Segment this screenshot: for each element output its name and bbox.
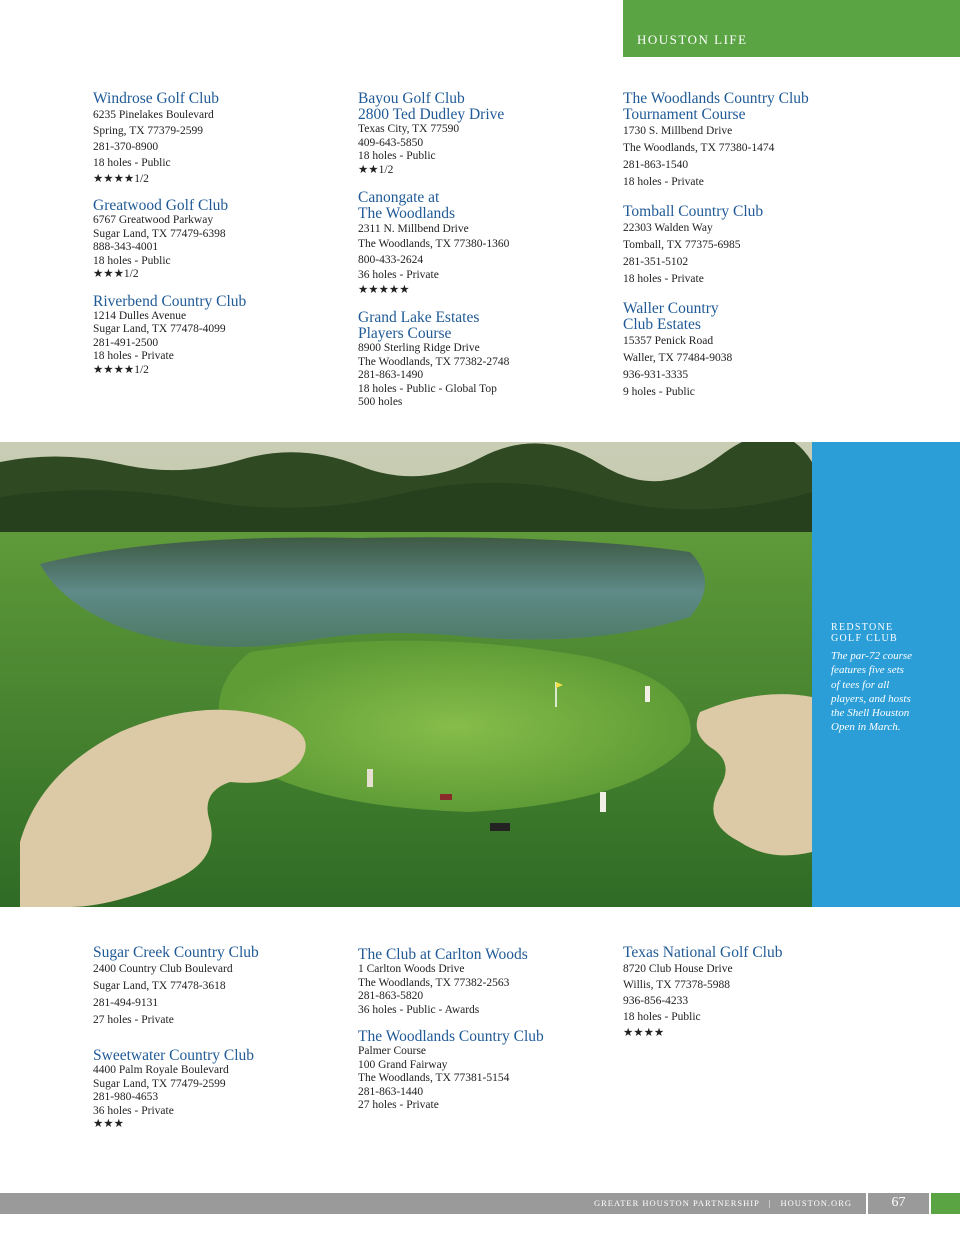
golf-course-photo — [0, 442, 812, 907]
club-phone: 281-370-8900 — [93, 141, 159, 153]
club-phone: 936-856-4233 — [623, 995, 689, 1007]
club-entry — [358, 947, 608, 1017]
club-address: 8720 Club House Drive — [623, 963, 733, 975]
club-address: 8900 Sterling Ridge Drive — [358, 342, 480, 355]
club-name: The Woodlands Country Club — [358, 1028, 544, 1045]
club-city: Sugar Land, TX 77479-6398 — [93, 227, 226, 240]
club-name: Grand Lake Estates — [358, 309, 480, 327]
club-name-line2: The Woodlands — [358, 205, 456, 222]
club-rating: ★★1/2 — [358, 163, 394, 176]
club-address: 15357 Penick Road — [623, 335, 714, 347]
club-entry — [358, 91, 608, 177]
club-entry — [623, 945, 873, 1041]
caption-body — [831, 649, 936, 735]
caption-title-line: REDSTONE — [831, 622, 894, 633]
club-city: Tomball, TX 77375-6985 — [623, 239, 741, 251]
caption-body-line: the Shell Houston — [831, 707, 910, 720]
club-holes: 27 holes - Private — [93, 1014, 174, 1026]
club-name: Waller Country — [623, 300, 719, 317]
club-city: Willis, TX 77378-5988 — [623, 979, 730, 991]
club-name: The Club at Carlton Woods — [358, 946, 528, 963]
club-name: Texas National Golf Club — [623, 944, 783, 961]
club-entry — [93, 91, 343, 187]
club-rating: ★★★1/2 — [93, 268, 139, 280]
club-holes: 18 holes - Private — [93, 350, 174, 362]
club-name-line2: 2800 Ted Dudley Drive — [358, 106, 505, 123]
club-address: 4400 Palm Royale Boulevard — [93, 1064, 229, 1076]
club-address: 1 Carlton Woods Drive — [358, 963, 465, 975]
club-phone: 281-491-2500 — [93, 336, 159, 349]
club-name: Riverbend Country Club — [93, 292, 247, 310]
club-holes: 18 holes - Public — [93, 157, 171, 169]
caption-body-line: players, and hosts — [831, 692, 911, 705]
club-entry — [623, 301, 873, 401]
club-rating: ★★★★1/2 — [93, 173, 149, 185]
club-name: Sweetwater Country Club — [93, 1047, 255, 1064]
club-name: Canongate at — [358, 189, 440, 206]
club-phone: 281-863-5820 — [358, 990, 424, 1002]
club-holes: 36 holes - Private — [93, 1104, 174, 1117]
club-phone: 281-351-5102 — [623, 256, 689, 268]
club-city: Waller, TX 77484-9038 — [623, 352, 733, 364]
club-name: Sugar Creek Country Club — [93, 944, 259, 961]
club-holes: 18 holes - Public — [623, 1011, 701, 1023]
caption-body-line: The par-72 course — [831, 650, 913, 662]
club-city: Spring, TX 77379-2599 — [93, 125, 203, 137]
footer-separator: | — [768, 1198, 772, 1208]
club-rating: ★★★★★ — [358, 284, 410, 297]
club-city: The Woodlands, TX 77382-2748 — [358, 355, 510, 368]
club-holes: 27 holes - Private — [358, 1099, 439, 1111]
club-name: Tomball Country Club — [623, 203, 764, 220]
club-name: The Woodlands Country Club — [623, 90, 809, 107]
club-name: Bayou Golf Club — [358, 90, 465, 107]
club-holes: 36 holes - Private — [358, 268, 439, 281]
club-city: Sugar Land, TX 77478-3618 — [93, 980, 226, 992]
club-phone: 800-433-2624 — [358, 253, 424, 266]
caption-title — [831, 622, 951, 644]
club-rating: ★★★★1/2 — [93, 363, 149, 376]
club-entry — [358, 1029, 608, 1113]
page-accent — [931, 1193, 960, 1214]
club-phone: 888-343-4001 — [93, 241, 159, 253]
club-name: Windrose Golf Club — [93, 90, 219, 107]
club-name-line2: Players Course — [358, 325, 452, 343]
club-phone: 281-863-1440 — [358, 1085, 424, 1098]
club-phone: 936-931-3335 — [623, 369, 689, 381]
caption-body-line: Open in March. — [831, 721, 901, 734]
club-entry — [93, 1048, 343, 1132]
listing-column-bottom-3 — [623, 945, 873, 1041]
club-holes: 18 holes - Private — [623, 176, 704, 188]
club-city: Texas City, TX 77590 — [358, 123, 460, 135]
club-address: 1730 S. Millbend Drive — [623, 125, 733, 137]
club-holes: 18 holes - Public - Global Top — [358, 382, 497, 395]
club-phone: 409-643-5850 — [358, 136, 424, 149]
club-city: The Woodlands, TX 77380-1360 — [358, 238, 510, 251]
club-address: 22303 Walden Way — [623, 222, 713, 234]
club-holes: 9 holes - Public — [623, 386, 695, 398]
club-address: 6235 Pinelakes Boulevard — [93, 109, 214, 121]
club-city: The Woodlands, TX 77380-1474 — [623, 142, 775, 154]
footer-bar — [0, 1193, 866, 1214]
club-city: The Woodlands, TX 77381-5154 — [358, 1072, 510, 1084]
club-name: Greatwood Golf Club — [93, 197, 229, 214]
club-phone: 281-863-1540 — [623, 159, 689, 171]
footer-text — [594, 1198, 852, 1208]
section-label: HOUSTON LIFE — [637, 32, 748, 47]
listing-column-top-3 — [623, 91, 873, 401]
section-tab — [623, 0, 960, 57]
club-entry — [358, 190, 608, 298]
club-name-line2: Tournament Course — [623, 106, 746, 123]
caption-title-line: GOLF CLUB — [831, 633, 898, 644]
footer-org: GREATER HOUSTON PARTNERSHIP — [594, 1198, 760, 1208]
caption-body-line: features five sets — [831, 664, 904, 677]
club-name-line2: Club Estates — [623, 316, 701, 333]
club-entry — [623, 204, 873, 288]
club-address: 1214 Dulles Avenue — [93, 309, 187, 322]
club-phone: 281-494-9131 — [93, 997, 159, 1009]
club-holes: 36 holes - Public - Awards — [358, 1003, 480, 1016]
club-rating: ★★★★ — [623, 1027, 665, 1039]
club-city: Sugar Land, TX 77479-2599 — [93, 1077, 226, 1090]
photo-caption-panel — [812, 442, 960, 907]
footer-site: HOUSTON.ORG — [780, 1198, 852, 1208]
club-entry — [93, 294, 343, 378]
caption-body-line: of tees for all — [831, 678, 890, 691]
club-rating: ★★★ — [93, 1118, 124, 1130]
club-address: 2400 Country Club Boulevard — [93, 963, 233, 975]
listing-column-bottom-2 — [358, 947, 608, 1113]
club-entry — [358, 310, 608, 410]
club-entry — [623, 91, 873, 191]
club-address: 2311 N. Millbend Drive — [358, 223, 469, 235]
club-entry — [93, 198, 343, 282]
page-number: 67 — [891, 1195, 906, 1210]
listing-column-bottom-1 — [93, 945, 343, 1132]
club-holes-cont: 500 holes — [358, 396, 403, 409]
club-phone: 281-980-4653 — [93, 1091, 159, 1103]
listing-column-top-1 — [93, 91, 343, 377]
club-phone: 281-863-1490 — [358, 369, 424, 382]
club-holes: 18 holes - Public — [358, 150, 436, 162]
club-course: Palmer Course — [358, 1045, 427, 1057]
golf-course-illustration — [0, 442, 812, 907]
club-city: The Woodlands, TX 77382-2563 — [358, 976, 510, 989]
club-entry — [93, 945, 343, 1029]
club-holes: 18 holes - Private — [623, 273, 704, 285]
club-holes: 18 holes - Public — [93, 254, 171, 267]
club-address: 6767 Greatwood Parkway — [93, 214, 214, 226]
listing-column-top-2 — [358, 91, 608, 410]
club-address: 100 Grand Fairway — [358, 1058, 448, 1071]
page-number-box — [868, 1193, 929, 1214]
club-city: Sugar Land, TX 77478-4099 — [93, 323, 226, 335]
